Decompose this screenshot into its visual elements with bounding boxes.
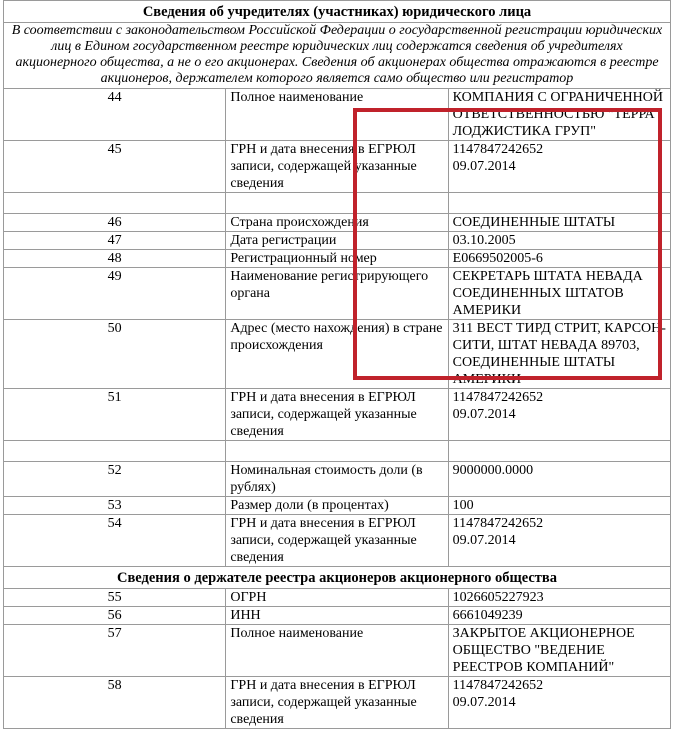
row-label: Наименование регистрирующего органа — [226, 268, 448, 320]
row-label: ГРН и дата внесения в ЕГРЮЛ записи, содержащей указанные сведения — [226, 677, 448, 729]
row-label: Дата регистрации — [226, 232, 448, 250]
row-value: КОМПАНИЯ С ОГРАНИЧЕННОЙ ОТВЕТСТВЕННОСТЬЮ "ТЕРРА ЛОДЖИСТИКА ГРУП" — [448, 89, 670, 141]
table-row — [4, 677, 671, 729]
row-label: Полное наименование — [226, 625, 448, 677]
spacer-row — [4, 441, 671, 462]
table-row — [4, 515, 671, 567]
row-value: ЗАКРЫТОЕ АКЦИОНЕРНОЕ ОБЩЕСТВО "ВЕДЕНИЕ РЕЕСТРОВ КОМПАНИЙ" — [448, 625, 670, 677]
table-row — [4, 214, 671, 232]
section-header-row — [4, 1, 671, 23]
table-row — [4, 89, 671, 141]
egrul-extract-table — [3, 0, 671, 729]
section-title-founders: Сведения об учредителях (участниках) юридического лица — [4, 1, 671, 23]
table-row — [4, 250, 671, 268]
row-value: 1026605227923 — [448, 589, 670, 607]
row-label: Номинальная стоимость доли (в рублях) — [226, 462, 448, 497]
row-label: ИНН — [226, 607, 448, 625]
section-intro-note: В соответствии с законодательством Российской Федерации о государственной регистрации юридических лиц в Едином государственном реестре юридических лиц содержатся сведения об учредителях акционерного общества, а не о его акционерах. Сведения об акционерах общества отражаются в реестре акционеров, держателем которого является само общество или регистратор — [4, 23, 671, 89]
row-number: 45 — [4, 141, 226, 193]
row-value: 9000000.0000 — [448, 462, 670, 497]
row-value: СЕКРЕТАРЬ ШТАТА НЕВАДА СОЕДИНЕННЫХ ШТАТОВ АМЕРИКИ — [448, 268, 670, 320]
row-number: 46 — [4, 214, 226, 232]
row-value: СОЕДИНЕННЫЕ ШТАТЫ — [448, 214, 670, 232]
row-value: 1147847242652 09.07.2014 — [448, 141, 670, 193]
row-label: Размер доли (в процентах) — [226, 497, 448, 515]
table-row — [4, 607, 671, 625]
row-number: 53 — [4, 497, 226, 515]
table-row — [4, 141, 671, 193]
spacer-cell — [4, 193, 226, 214]
row-number: 47 — [4, 232, 226, 250]
row-label: Регистрационный номер — [226, 250, 448, 268]
row-number: 50 — [4, 320, 226, 389]
row-value: E0669502005-6 — [448, 250, 670, 268]
intro-row — [4, 23, 671, 89]
table-row — [4, 268, 671, 320]
row-value: 1147847242652 09.07.2014 — [448, 389, 670, 441]
row-value: 100 — [448, 497, 670, 515]
row-label: ГРН и дата внесения в ЕГРЮЛ записи, содержащей указанные сведения — [226, 389, 448, 441]
row-number: 51 — [4, 389, 226, 441]
table-row — [4, 389, 671, 441]
row-value: 1147847242652 09.07.2014 — [448, 677, 670, 729]
row-number: 54 — [4, 515, 226, 567]
row-label: Полное наименование — [226, 89, 448, 141]
table-row — [4, 320, 671, 389]
row-number: 48 — [4, 250, 226, 268]
row-label: Адрес (место нахождения) в стране происхождения — [226, 320, 448, 389]
row-number: 49 — [4, 268, 226, 320]
row-label: Страна происхождения — [226, 214, 448, 232]
row-value: 6661049239 — [448, 607, 670, 625]
row-number: 58 — [4, 677, 226, 729]
row-number: 55 — [4, 589, 226, 607]
section-header-row — [4, 567, 671, 589]
spacer-cell — [226, 441, 448, 462]
section-title-registry-holder: Сведения о держателе реестра акционеров акционерного общества — [4, 567, 671, 589]
row-label: ГРН и дата внесения в ЕГРЮЛ записи, содержащей указанные сведения — [226, 515, 448, 567]
row-label: ОГРН — [226, 589, 448, 607]
row-label: ГРН и дата внесения в ЕГРЮЛ записи, содержащей указанные сведения — [226, 141, 448, 193]
table-row — [4, 462, 671, 497]
spacer-cell — [226, 193, 448, 214]
row-number: 57 — [4, 625, 226, 677]
spacer-cell — [448, 441, 670, 462]
table-row — [4, 625, 671, 677]
table-row — [4, 497, 671, 515]
spacer-row — [4, 193, 671, 214]
table-row — [4, 589, 671, 607]
spacer-cell — [448, 193, 670, 214]
row-number: 56 — [4, 607, 226, 625]
row-number: 44 — [4, 89, 226, 141]
row-number: 52 — [4, 462, 226, 497]
row-value: 311 ВЕСТ ТИРД СТРИТ, КАРСОН-СИТИ, ШТАТ НЕВАДА 89703, СОЕДИНЕННЫЕ ШТАТЫ АМЕРИКИ — [448, 320, 670, 389]
table-row — [4, 232, 671, 250]
spacer-cell — [4, 441, 226, 462]
row-value: 03.10.2005 — [448, 232, 670, 250]
row-value: 1147847242652 09.07.2014 — [448, 515, 670, 567]
